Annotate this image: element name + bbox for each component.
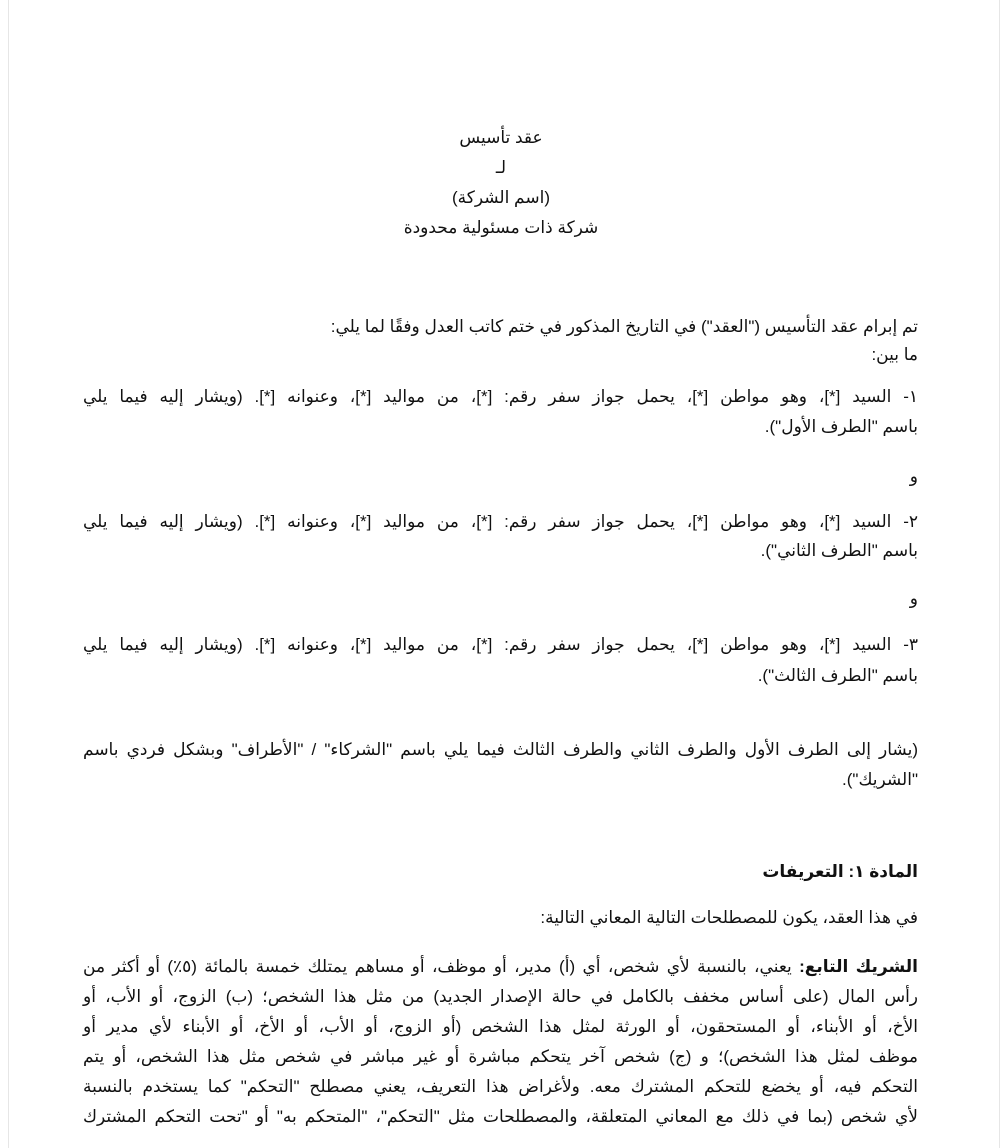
intro-text: تم إبرام عقد التأسيس ("العقد") في التاريخ المذكور في ختم كاتب العدل وفقًا لما يلي: — [330, 317, 918, 336]
definition-line: رأس المال (على أساس مخفف بالكامل في حالة الإصدار الجديد) من مثل هذا الشخص؛ (ب) الزوج، أو الأب، أو — [83, 987, 918, 1006]
and-text: و — [909, 589, 918, 608]
and-text: و — [909, 467, 918, 486]
party-3-line: باسم "الطرف الثالث"). — [757, 666, 918, 685]
article-heading: المادة ١: التعريفات — [762, 862, 918, 881]
definition-line — [83, 956, 918, 978]
definition-line: موظف لمثل هذا الشخص)؛ و (ج) شخص آخر يتحكم مباشرة أو غير مباشر في شخص مثل هذا الشخص، أو يتم — [83, 1047, 918, 1066]
party-2-line: باسم "الطرف الثاني"). — [760, 541, 918, 560]
article-intro: في هذا العقد، يكون للمصطلحات التالية المعاني التالية: — [540, 908, 918, 927]
party-1-line: ١- السيد [*]، وهو مواطن [*]، يحمل جواز سفر رقم: [*]، من مواليد [*]، وعنوانه [*]. (ويشار إليه فيما يلي — [83, 387, 918, 406]
between-text: ما بين: — [871, 345, 918, 364]
company-type: شركة ذات مسئولية محدودة — [403, 218, 599, 237]
title-line: لـ — [495, 158, 507, 177]
definition-line: التحكم فيه، أو يخضع للتحكم المشترك معه. ولأغراض هذا التعريف، يعني مصطلح "التحكم" كما يستخدم بالنسبة — [83, 1077, 918, 1096]
collective-line: (يشار إلى الطرف الأول والطرف الثاني والطرف الثالث فيما يلي باسم "الشركاء" / "الأطراف" وبشكل فردي باسم — [83, 740, 918, 759]
party-3-line: ٣- السيد [*]، وهو مواطن [*]، يحمل جواز سفر رقم: [*]، من مواليد [*]، وعنوانه [*]. (ويشار إليه فيما يلي — [83, 635, 918, 654]
definition-text: يعني، بالنسبة لأي شخص، أي (أ) مدير، أو موظف، أو مساهم يمتلك خمسة بالمائة (٥٪) أو أكثر من — [83, 957, 800, 976]
company-name-placeholder: (اسم الشركة) — [452, 188, 550, 207]
title-line: عقد تأسيس — [459, 128, 543, 147]
definition-term: الشريك التابع: — [799, 957, 918, 976]
party-2-line: ٢- السيد [*]، وهو مواطن [*]، يحمل جواز سفر رقم: [*]، من مواليد [*]، وعنوانه [*]. (ويشار إليه فيما يلي — [83, 512, 918, 531]
definition-line: الأخ، أو الأبناء، أو المستحقون، أو الورثة لمثل هذا الشخص (أو الزوج، أو الأب، أو الأخ، أو الأبناء لأي مدير أو — [83, 1017, 918, 1036]
definition-line: لأي شخص (بما في ذلك مع المعاني المتعلقة، والمصطلحات مثل "التحكم"، "المتحكم به" أو "تحت التحكم المشترك — [83, 1107, 918, 1126]
collective-line: "الشريك"). — [842, 770, 918, 789]
party-1-line: باسم "الطرف الأول"). — [764, 417, 918, 436]
